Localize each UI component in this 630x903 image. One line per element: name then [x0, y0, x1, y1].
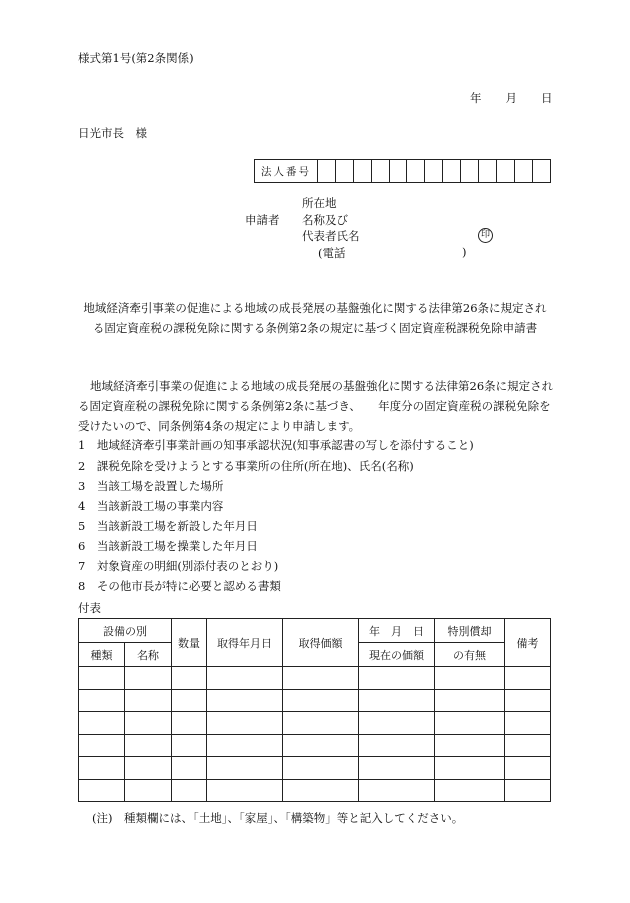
table-row — [79, 779, 551, 802]
header-acquired-price: 取得価額 — [283, 619, 359, 667]
application-body: 地域経済牽引事業の促進による地域の成長発展の基盤強化に関する法律第26条に規定される固定資産税の課税免除に関する条例第2条に基づき、 年度分の固定資産税の課税免除を受けたいので、同条例第4条の規定により申請します。 — [78, 379, 554, 433]
corporate-number-digit[interactable] — [353, 160, 371, 183]
name-label: 名称及び — [302, 213, 348, 227]
list-item: 8 その他市長が特に必要と認める書類 — [78, 579, 281, 593]
corporate-number-table — [254, 159, 551, 183]
date-line — [470, 90, 553, 106]
corporate-number-digit[interactable] — [318, 160, 336, 183]
list-item: 7 対象資産の明細(別添付表のとおり) — [78, 559, 279, 573]
table-row — [79, 667, 551, 690]
address-label: 所在地 — [302, 196, 337, 210]
date-year: 年 — [470, 91, 482, 105]
corporate-number-digit[interactable] — [443, 160, 461, 183]
table-row — [79, 734, 551, 757]
document-title-line2: る固定資産税の課税免除に関する条例第2条の規定に基づく固定資産税課税免除申請書 — [92, 321, 538, 335]
header-acquired-date: 取得年月日 — [207, 619, 283, 667]
header-name: 名称 — [125, 643, 172, 667]
corporate-number-digit[interactable] — [532, 160, 550, 183]
header-ymd: 年 月 日 — [359, 619, 435, 643]
seal-mark: 印 — [478, 228, 493, 243]
phone-open: (電話 — [318, 246, 346, 260]
list-item: 1 地域経済牽引事業計画の知事承認状況(知事承認書の写しを添付すること) — [78, 438, 474, 452]
header-current-value: 現在の価額 — [359, 643, 435, 667]
table-row — [79, 689, 551, 712]
header-kind: 種類 — [79, 643, 125, 667]
header-special-depreciation: 特別償却 — [435, 619, 505, 643]
list-item: 4 当該新設工場の事業内容 — [78, 499, 224, 513]
date-day: 日 — [541, 91, 553, 105]
header-remarks: 備考 — [505, 619, 551, 667]
corporate-number-digit[interactable] — [425, 160, 443, 183]
list-item: 3 当該工場を設置した場所 — [78, 479, 224, 493]
header-equipment-type: 設備の別 — [79, 619, 172, 643]
corporate-number-digit[interactable] — [514, 160, 532, 183]
list-item: 5 当該新設工場を新設した年月日 — [78, 519, 258, 533]
asset-detail-table — [78, 618, 551, 802]
header-special-depreciation-presence: の有無 — [435, 643, 505, 667]
phone-close: ) — [462, 245, 467, 259]
footnote: (注) 種類欄には、「土地」、「家屋」、「構築物」等と記入してください。 — [92, 811, 464, 825]
corporate-number-label: 法人番号 — [255, 160, 318, 183]
date-month: 月 — [505, 91, 517, 105]
applicant-label: 申請者 — [245, 213, 280, 227]
form-number: 様式第1号(第2条関係) — [78, 51, 194, 65]
document-title-line1: 地域経済牽引事業の促進による地域の成長発展の基盤強化に関する法律第26条に規定され — [83, 301, 547, 315]
header-quantity: 数量 — [172, 619, 207, 667]
corporate-number-digit[interactable] — [479, 160, 497, 183]
list-item: 2 課税免除を受けようとする事業所の住所(所在地)、氏名(名称) — [78, 459, 414, 473]
list-item: 6 当該新設工場を操業した年月日 — [78, 539, 258, 553]
corporate-number-digit[interactable] — [335, 160, 353, 183]
corporate-number-digit[interactable] — [389, 160, 407, 183]
corporate-number-digit[interactable] — [407, 160, 425, 183]
corporate-number-digit[interactable] — [371, 160, 389, 183]
addressee: 日光市長 様 — [78, 126, 147, 140]
table-row — [79, 712, 551, 735]
attached-table-caption: 付表 — [78, 601, 101, 615]
representative-label: 代表者氏名 — [302, 229, 360, 243]
table-row — [79, 757, 551, 780]
corporate-number-digit[interactable] — [461, 160, 479, 183]
corporate-number-digit[interactable] — [496, 160, 514, 183]
